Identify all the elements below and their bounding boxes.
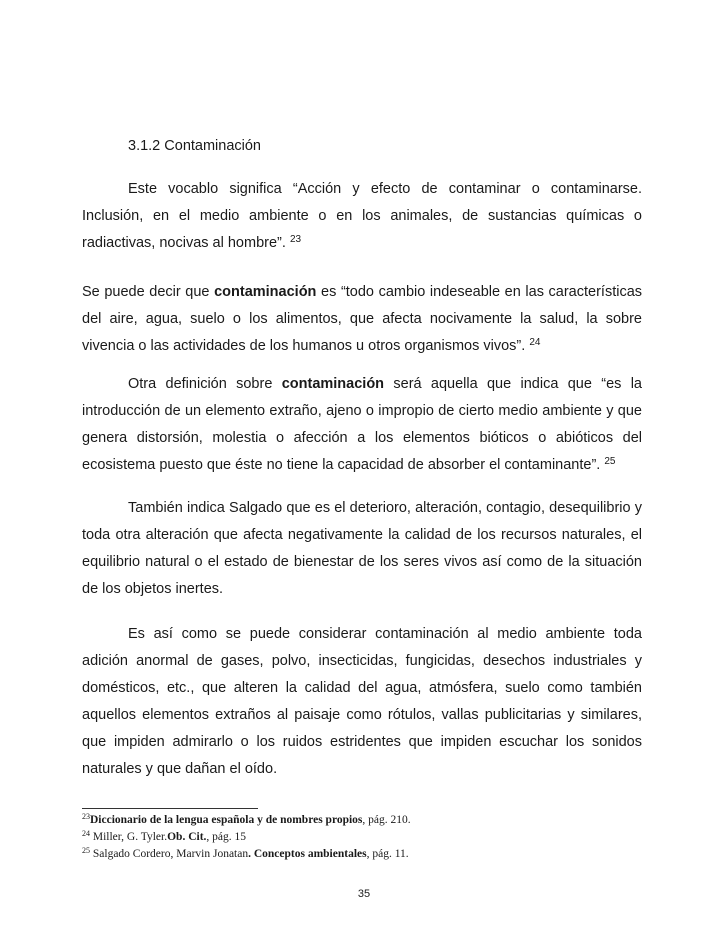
footnote-text: Miller, G. Tyler. bbox=[90, 831, 168, 843]
footnote-ref-23: 23 bbox=[289, 234, 302, 245]
footnote-text: Salgado Cordero, Marvin Jonatan bbox=[90, 848, 249, 860]
footnote-ref-25: 25 bbox=[604, 456, 616, 467]
paragraph-text: será aquella que indica que “es la introducción de un elemento extraño, ajeno o impropio de cierto medio ambiente y que genera distorsión, molestia o afección a los elementos bióticos o abióticos del ecosistema puesto que éste no tiene la capacidad de absorber el contaminante”. bbox=[82, 376, 642, 473]
paragraph-text: Se puede decir que bbox=[82, 284, 210, 300]
footnote-25 bbox=[82, 846, 642, 863]
footnote-23 bbox=[82, 812, 642, 829]
footnote-24 bbox=[82, 829, 642, 846]
paragraph-text: Otra definición sobre bbox=[128, 376, 273, 392]
paragraph-salgado bbox=[82, 495, 642, 603]
paragraph-text: También indica Salgado que es el deterioro, alteración, contagio, desequilibrio y toda otra alteración que afecta negativamente la calidad de los recursos naturales, el equilibrio natural o el estado de bienestar de los seres vivos así como de la situación de los objetos inertes. bbox=[82, 500, 642, 597]
footnote-number: 23 bbox=[82, 812, 90, 821]
footnote-ref-24: 24 bbox=[529, 337, 541, 348]
footnote-bold: Ob. Cit. bbox=[167, 831, 207, 843]
footnote-text: , pág. 15 bbox=[206, 831, 247, 843]
paragraph-text: Este vocablo significa “Acción y efecto de contaminar o contaminarse. Inclusión, en el medio ambiente o en los animales, de sustancias químicas o radiactivas, nocivas al hombre”. bbox=[82, 181, 642, 251]
footnotes bbox=[82, 812, 642, 863]
footnote-bold: . Conceptos ambientales bbox=[248, 848, 367, 860]
footnote-bold: Diccionario de la lengua española y de nombres propios bbox=[90, 814, 363, 826]
paragraph-text: es “todo cambio indeseable en las características del aire, agua, suelo o los alimentos, que afecta nocivamente la salud, la sobre vivencia o las actividades de los humanos u otros organismos vivos”. bbox=[82, 284, 643, 354]
footnote-number: 24 bbox=[82, 829, 90, 838]
paragraph-definition bbox=[82, 176, 642, 257]
bold-term: contaminación bbox=[281, 376, 385, 392]
footnote-divider bbox=[82, 808, 258, 809]
footnote-text: , pág. 210. bbox=[362, 814, 411, 826]
footnote-text: , pág. 11. bbox=[366, 848, 409, 860]
bold-term: contaminación bbox=[214, 284, 317, 300]
section-heading: 3.1.2 Contaminación bbox=[128, 138, 261, 154]
paragraph-environment bbox=[82, 621, 642, 783]
footnote-number: 25 bbox=[82, 846, 90, 855]
paragraph-text: Es así como se puede considerar contaminación al medio ambiente toda adición anormal de gases, polvo, insecticidas, fungicidas, desechos industriales y domésticos, etc., que alteren la calidad del agua, atmósfera, suelo como también aquellos elementos extraños al paisaje como rótulos, vallas publicitarias y similares, que impiden admirarlo o los ruidos estridentes que impiden escuchar los sonidos naturales y que dañan el oído. bbox=[82, 626, 642, 777]
paragraph-contamination-change bbox=[82, 279, 642, 360]
page-number: 35 bbox=[357, 888, 371, 900]
paragraph-other-definition bbox=[82, 371, 642, 479]
